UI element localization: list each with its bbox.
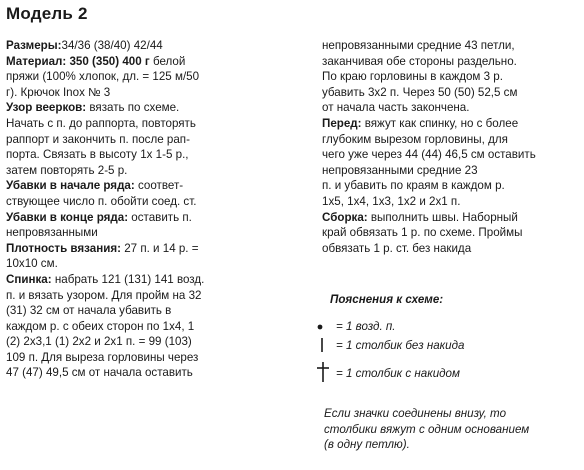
note-line: столбики вяжут с одним основанием [324,422,530,436]
text-run: порта. Связать в высоту 1х 1-5 р., [6,148,189,162]
paragraph [322,116,580,210]
text-run: непровязанными [6,226,98,240]
section-label: Сборка: [322,210,368,224]
text-line [322,100,580,116]
text-line [6,69,308,85]
text-line [6,163,308,179]
text-line [6,100,308,116]
text-run: набрать 121 (131) 141 возд. [51,272,205,286]
section-label: Размеры: [6,39,62,52]
text-run: затем повторять 2-5 р. [6,163,128,177]
paragraph [6,38,308,54]
legend-item-label: = 1 столбик с накидом [336,366,460,380]
text-line [6,350,308,366]
text-run: 1х5, 1х4, 1х3, 1х2 и 2х1 п. [322,194,461,208]
text-line [6,288,308,304]
text-line [322,225,580,241]
text-line [6,194,308,210]
text-run: каждом р. с обеих сторон по 1х4, 1 [6,319,195,333]
note-line: (в одну петлю). [324,438,410,452]
text-run: раппорт и закончить п. после рап- [6,132,190,146]
right-column [322,38,580,256]
section-label: Спинка: [6,272,52,286]
section-label: Убавки в начале ряда: [6,179,135,193]
text-run: 10х10 см. [6,257,58,271]
section-label: Перед: [322,116,362,130]
text-run: соответ- [134,179,184,193]
text-line [6,116,308,132]
text-line [322,241,580,257]
paragraph [6,54,308,101]
text-line [322,116,580,132]
paragraph [322,38,580,116]
legend-title: Пояснения к схеме: [330,293,444,306]
text-line [6,225,308,241]
text-line [6,178,308,194]
text-line [6,132,308,148]
text-line [322,194,580,210]
page-title: Модель 2 [6,4,88,23]
left-column [6,38,308,381]
text-run: ствующее число п. обойти соед. ст. [6,194,197,208]
text-line [322,69,580,85]
text-line [6,38,308,54]
text-line [6,303,308,319]
paragraph [6,241,308,272]
text-run: 34/36 (38/40) 42/44 [61,39,163,52]
text-run: вяжут как спинку, но с более [361,116,519,130]
text-line [6,210,308,226]
section-label: Узор веерков: [6,101,87,115]
note-text [324,406,580,453]
text-run: По краю горловины в каждом 3 р. [322,70,503,84]
vertical-bar-icon [312,336,334,354]
text-run: оставить п. [128,210,192,224]
text-line [322,147,580,163]
paragraph [6,272,308,381]
paragraph [6,210,308,241]
text-run: заканчивая обе стороны раздельно. [322,54,517,68]
text-run: пряжи (100% хлопок, дл. = 125 м/50 [6,70,200,84]
text-line [322,163,580,179]
text-run: г). Крючок Inox № 3 [6,85,111,99]
text-run: 109 п. Для выреза горловины через [6,350,199,364]
text-run: непровязанными средние 43 петли, [322,39,515,52]
text-run: (31) 32 см от начала убавить в [6,304,172,318]
text-line [322,38,580,54]
text-run: чего уже через 44 (44) 46,5 см оставить [322,148,536,162]
text-run: край обвязать 1 р. по схеме. Проймы [322,226,523,240]
paragraph [322,210,580,257]
text-line [6,319,308,335]
legend-item-label: = 1 возд. п. [336,319,396,333]
legend-item-single-crochet [312,336,464,354]
text-run: п. и вязать узором. Для пройм на 32 [6,288,202,302]
paragraph [6,178,308,209]
text-line [6,256,308,272]
section-label: Убавки в конце ряда: [6,210,129,224]
text-run: глубоким вырезом горловины, для [322,132,508,146]
text-line [6,334,308,350]
cross-stitch-icon [312,364,334,382]
section-label: Материал: 350 (350) 400 г [6,54,150,68]
text-run: убавить 3х2 п. Через 50 (50) 52,5 см [322,85,518,99]
section-label: Плотность вязания: [6,241,121,255]
text-run: обвязать 1 р. ст. без накида [322,241,472,255]
text-run: п. и убавить по краям в каждом р. [322,179,505,193]
text-line [6,147,308,163]
text-line [6,54,308,70]
text-run: вязать по схеме. [86,101,180,115]
legend-item-chain [312,317,396,335]
legend-item-label: = 1 столбик без накида [336,338,465,352]
dot-icon [312,317,334,335]
text-line [322,210,580,226]
text-line [6,85,308,101]
note-line: Если значки соединены внизу, то [324,407,507,420]
text-line [322,85,580,101]
text-run: 27 п. и 14 р. = [120,241,199,255]
legend-item-double-crochet [312,364,460,382]
text-run: белой [149,54,186,68]
text-run: непровязанными средние 23 [322,163,478,177]
paragraph [6,100,308,178]
text-line [6,272,308,288]
text-run: от начала часть закончена. [322,101,470,115]
text-run: Начать с п. до раппорта, повторять [6,116,196,130]
text-run: 47 (47) 49,5 см от начала оставить [6,366,193,380]
text-run: (2) 2х3,1 (1) 2х2 и 2х1 п. = 99 (103) [6,335,192,349]
text-run: выполнить швы. Наборный [367,210,518,224]
text-line [6,241,308,257]
text-line [322,178,580,194]
text-line [6,365,308,381]
text-line [322,132,580,148]
text-line [322,54,580,70]
